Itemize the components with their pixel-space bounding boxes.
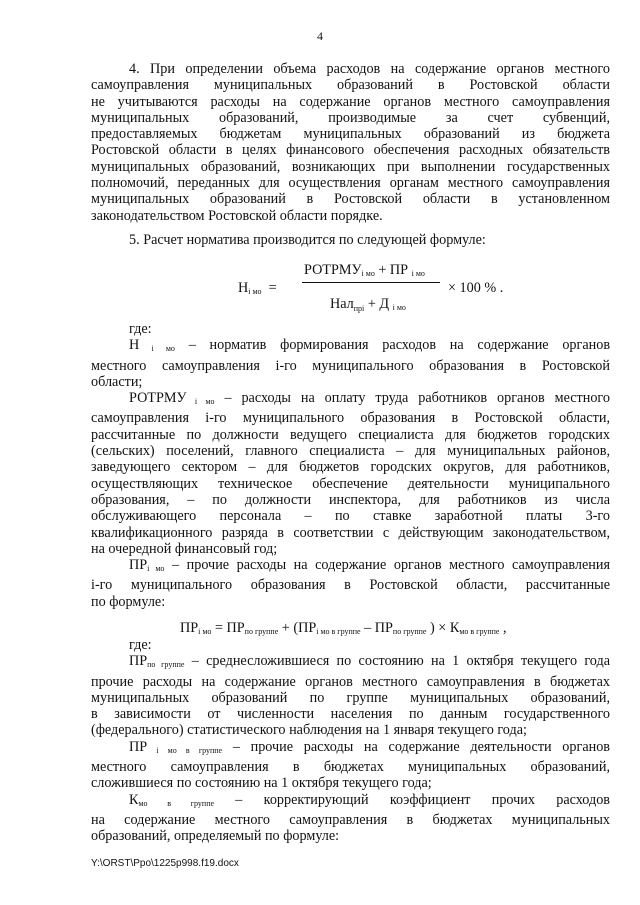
fraction-bar [302, 282, 440, 283]
paragraph-5 [91, 232, 610, 248]
text-line: в зависимости от численности населения по данным государственного [91, 706, 610, 723]
text-line: заведующего сектором – для бюджетов городских округов, для работников, [91, 459, 610, 476]
formula-norm [234, 262, 534, 320]
def-pr-group-line: $ПР_{по группе}$ – среднесложившиеся по состоянию на 1 октября текущего года [129, 653, 610, 670]
formula-other-expenses: $ПР_{i мо} = ПР_{по группе} + (ПР_{i мо в группе} - ПР_{по группе}$ ) × $К_{мо в группе}$ , [180, 620, 507, 636]
text-line: осуществляющих техническое обеспечение деятельности муниципального [91, 475, 610, 492]
text-line: самоуправления i-го муниципального образования в Ростовской области, [91, 410, 610, 427]
formula-denominator: Нал$_{прi}$ + Д $_{i мо}$ [330, 296, 406, 313]
where-label: где: [129, 637, 152, 653]
text-line: местного самоуправления в бюджетах муниципальных образований, [91, 759, 610, 776]
text-line: (федерального) статистического наблюдения на 1 января текущего года; [91, 722, 527, 739]
def-k-line: $К_{мо в группе}$ – корректирующий коэффициент прочих расходов [129, 791, 610, 808]
text-line: не учитываются расходы на содержание органов местного самоуправления [91, 93, 610, 110]
text-line: рассчитанные по должности ведущего специалиста для бюджетов городских [91, 426, 610, 443]
text-line: по формуле: [91, 593, 166, 610]
formula-rhs: × 100 % . [448, 280, 504, 296]
definitions-2 [91, 637, 610, 845]
paragraph-4 [91, 61, 610, 224]
text-line: самоуправления муниципальных образований в Ростовской области [91, 77, 610, 94]
where-label: где: [129, 321, 152, 337]
text-line: обслуживающего персонала – по ставке заработной платы 3-го [91, 508, 610, 525]
text-line: области; [91, 373, 143, 390]
definitions-1 [91, 321, 610, 610]
text-line: образований, определяемый по формуле: [91, 828, 340, 845]
text-line: (сельских) поселений, главного специалиста – для муниципальных районов, [91, 443, 610, 460]
def-h-line: Н $_{i мо}$ – норматив формирования расходов на содержание органов [129, 337, 611, 354]
text-line: 5. Расчет норматива производится по следующей формуле: [129, 232, 486, 248]
text-line: местного самоуправления i-го муниципального образования в Ростовской [91, 357, 610, 374]
text-line: на очередной финансовый год; [91, 540, 278, 557]
def-rotrmu-line: РОТРМУ $_{i мо}$ – расходы на оплату труда работников органов местного [129, 390, 610, 407]
text-line: квалификационного разряда в соответствии с действующим законодательством, [91, 524, 610, 541]
text-line: образования, – по должности инспектора, для работников из числа [91, 491, 610, 508]
text-line: Ростовской области в целях финансового обеспечения расходных обязательств [91, 142, 610, 159]
text-line: 4. При определении объема расходов на содержание органов местного [129, 61, 610, 77]
def-pr-line: $ПР_{i мо}$ – прочие расходы на содержание органов местного самоуправления [129, 557, 610, 574]
text-line: муниципальных образований по группе муниципальных образований, [91, 689, 610, 706]
text-line: муниципальных образований, возникающих при выполнении государственных [91, 158, 610, 175]
formula-numerator: $РОТРМУ_{i мо}$ + ПР $_{i мо}$ [304, 262, 425, 278]
page-number: 4 [317, 29, 323, 43]
formula-lhs: $Н_{i мо}$ = [238, 280, 277, 296]
text-line: полномочий, переданных для осуществления органам местного самоуправления [91, 175, 610, 192]
def-pr-in-group-line: ПР $_{i мо в группе}$ – прочие расходы на содержание деятельности органов [129, 738, 610, 755]
text-line: i-го муниципального образования в Ростовской области, рассчитанные [91, 577, 610, 594]
text-line: муниципальных образований в Ростовской области в установленном [91, 191, 610, 208]
text-line: прочие расходы на содержание органов местного самоуправления в бюджетах [91, 673, 610, 690]
text-line: предоставляемых бюджетам муниципальных образований из бюджета [91, 126, 610, 143]
footer-file-path: Y:\ORST\Ppo\1225p998.f19.docx [91, 858, 239, 869]
text-line: законодательством Ростовской области порядке. [91, 207, 383, 224]
text-line: сложившиеся по состоянию на 1 октября текущего года; [91, 775, 432, 792]
text-line: муниципальных образований, производимые за счет субвенций, [91, 109, 610, 126]
text-line: на содержание местного самоуправления в бюджетах муниципальных [91, 811, 610, 828]
